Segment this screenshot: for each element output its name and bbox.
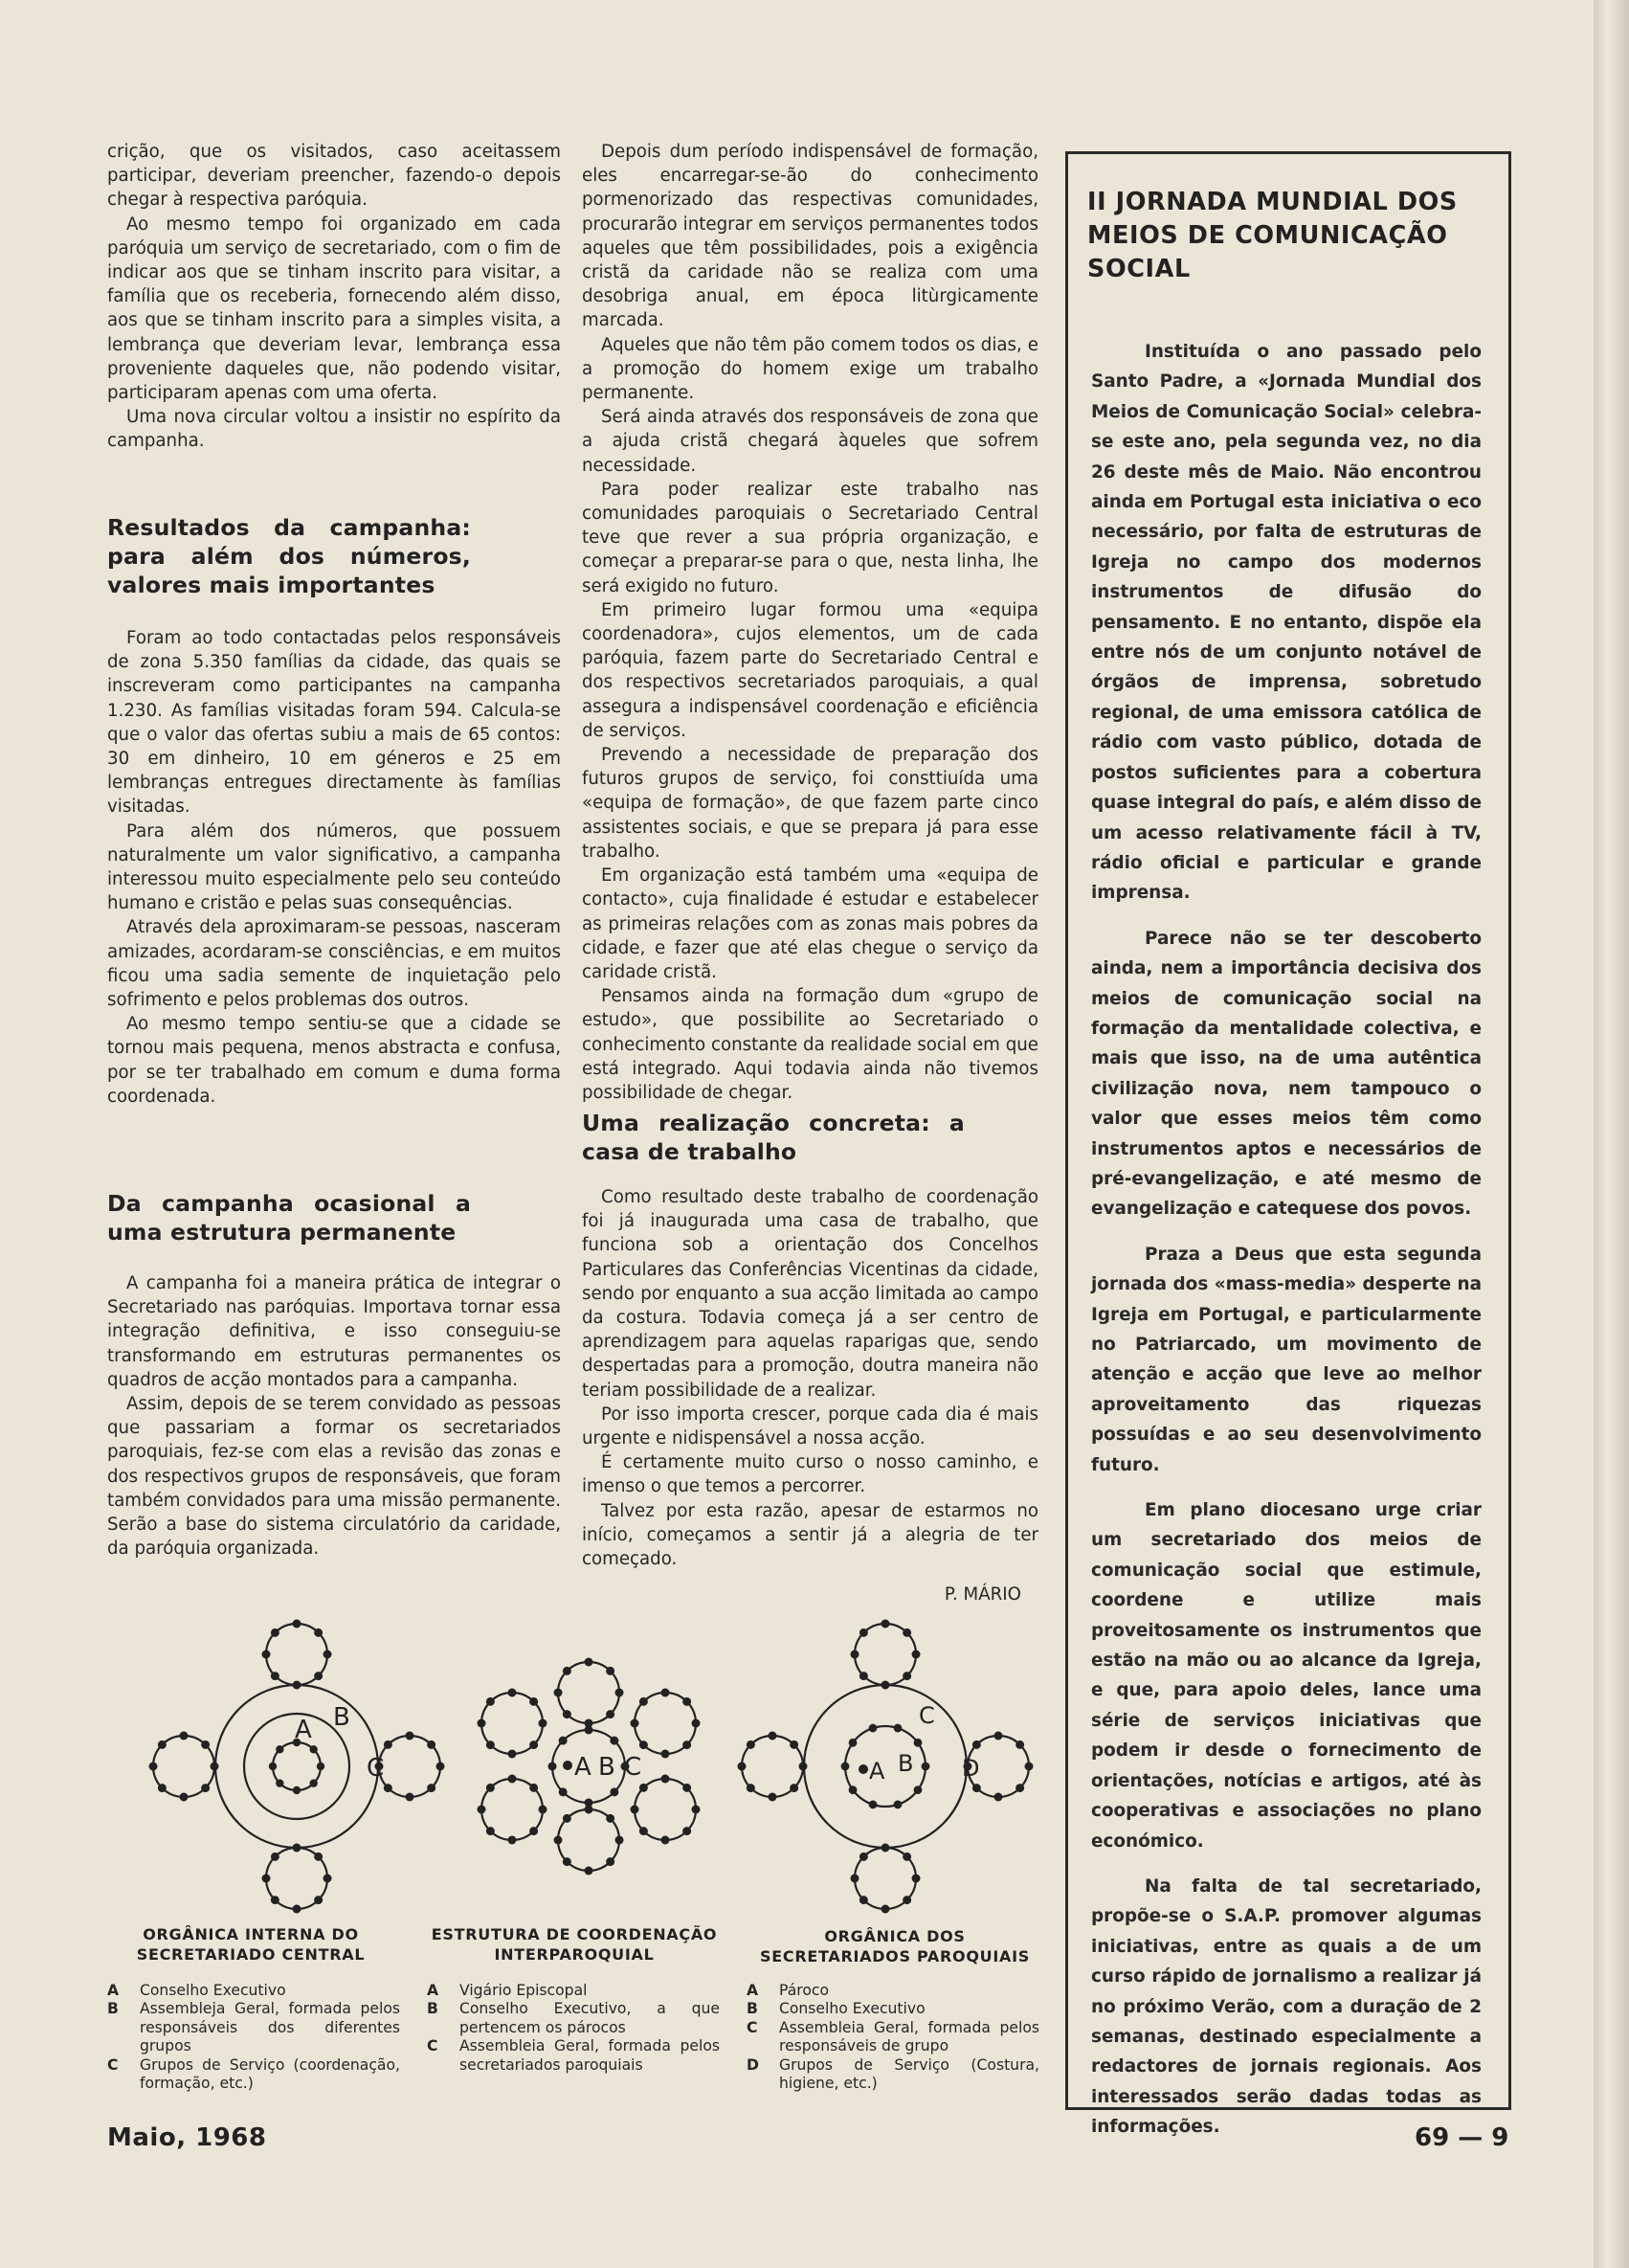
legend-key: C — [427, 2037, 438, 2055]
diagram-dot — [790, 1784, 798, 1792]
issue-date: Maio, 1968 — [107, 2123, 267, 2152]
diagram-dot — [309, 1745, 317, 1753]
diagram-dot — [859, 1896, 868, 1904]
diagram-interparochial — [469, 1656, 708, 1896]
paragraph: Em primeiro lugar formou uma «equipa coordenadora», cujos elementos, um de cada paróquia, fazem parte do Secretariado Central e dos respectivos secretariados paroquiais, a qual assegura a indispensável coordenação e eficiência de serviços. — [582, 599, 1038, 741]
diagram-dot — [639, 1740, 648, 1749]
diagram-dot — [508, 1750, 517, 1759]
legend-text: Assembleia Geral, formada pelos responsáveis de grupo — [779, 2018, 1039, 2055]
diagram-dot — [539, 1719, 547, 1728]
diagram-dot — [585, 1806, 593, 1814]
diagram-dot — [309, 1779, 317, 1786]
paragraph: É certamente muito curso o nosso caminho, e imenso o que temos a percorrer. — [582, 1452, 1038, 1497]
diagram-dot — [894, 1801, 903, 1809]
legend-key: A — [107, 1982, 120, 1999]
diagram-dot — [436, 1763, 445, 1771]
diagram-dot — [1015, 1784, 1024, 1792]
diagram-dot — [912, 1650, 921, 1659]
diagram-dot — [1015, 1740, 1024, 1749]
legend-row — [747, 2000, 1039, 2018]
diagram-dot — [486, 1697, 495, 1706]
legend-row — [747, 1982, 1039, 2000]
diagram-dot — [486, 1827, 495, 1835]
diagram-dot — [529, 1784, 538, 1792]
diagram-dot — [869, 1724, 878, 1733]
diagram-dot — [271, 1896, 279, 1904]
diagram-dot — [841, 1763, 850, 1771]
diagram-dot — [293, 1786, 301, 1794]
diagram-dot — [317, 1763, 324, 1770]
paragraph: Pensamos ainda na formação dum «grupo de estudo», que possibilite ao Secretariado o conhecimento constante da realidade social em que está integrado. Aqui todavia ainda não tivemos possibilidade de chegar. — [582, 986, 1038, 1103]
diagram-dot — [894, 1724, 903, 1733]
diagram-dot — [914, 1785, 923, 1794]
diagram-dot — [314, 1896, 323, 1904]
legend-text: Grupos de Serviço (Costura, higiene, etc.) — [779, 2055, 1039, 2093]
diagram-dot — [790, 1740, 798, 1749]
diagram-dot — [262, 1650, 271, 1659]
legend-row — [107, 2056, 400, 2094]
section-heading-workhouse — [582, 1109, 965, 1166]
legend-text: Conselho Executivo, a que pertencem os párocos — [459, 2000, 720, 2036]
diagram-dot — [682, 1697, 691, 1706]
diagram-dot — [799, 1763, 808, 1771]
page-number: 69 — 9 — [1415, 2123, 1509, 2152]
diagram-dot — [769, 1732, 777, 1740]
legend-key: C — [747, 2018, 758, 2036]
diagram-dot — [903, 1672, 911, 1680]
diagram-dot — [682, 1740, 691, 1749]
diagram-dot — [661, 1750, 670, 1759]
diagram-label: D — [962, 1755, 980, 1782]
legend-text: Conselho Executivo — [140, 1982, 286, 1999]
section-heading: Resultados da campanha: para além dos números, valores mais importantes — [107, 514, 471, 598]
sidebar-paragraph: Parece não se ter descoberto ainda, nem a importância decisiva dos meios de comunicação social na formação da mentalidade colectiva, e mais que isso, na de uma autêntica civilização nova, nem tampouco o valor que esses meios têm como instrumentos aptos e necessários de pré-evangelização, e até mesmo de evangelização e catequese dos povos. — [1091, 928, 1482, 1220]
diagram-dot — [563, 1667, 571, 1675]
diagram-dot — [262, 1875, 271, 1883]
legend-row — [427, 2000, 720, 2037]
diagram-dot — [903, 1853, 911, 1861]
legend-key: A — [747, 1982, 759, 1999]
paragraph: Através dela aproximaram-se pessoas, nasceram amizades, acordaram-se consciências, e em muitos ficou uma sadia semente de inquietação pelo sofrimento e pelos problemas dos outros. — [107, 917, 561, 1011]
legend-row — [107, 2000, 400, 2055]
legend-key: B — [107, 2000, 119, 2018]
diagram-internal-central — [134, 1618, 459, 1934]
column-2-workhouse — [582, 1185, 1038, 1606]
diagram-dot — [559, 1737, 568, 1745]
diagram-label: B — [598, 1753, 615, 1782]
diagram-dot — [881, 1620, 890, 1628]
diagram-dot — [585, 1658, 593, 1667]
legend-row — [427, 1982, 720, 2000]
legend-text: Assembleia Geral, formada pelos secretariados paroquiais — [459, 2037, 720, 2074]
page-edge — [1594, 0, 1629, 2268]
legend-row — [747, 2056, 1039, 2094]
diagram-dot — [384, 1784, 392, 1792]
diagram-dot — [849, 1785, 858, 1794]
diagram-caption: ORGÂNICA DOS SECRETARIADOS PAROQUIAIS — [760, 1927, 1030, 1965]
diagram-dot — [661, 1836, 670, 1845]
diagram-dot — [631, 1719, 639, 1728]
diagram-dot — [851, 1650, 859, 1659]
paragraph: crição, que os visitados, caso aceitassem participar, deveriam preencher, fazendo-o depois chegar à respectiva paróquia. — [107, 142, 561, 211]
diagram-dot — [486, 1784, 495, 1792]
paragraph: Ao mesmo tempo foi organizado em cada paróquia um serviço de secretariado, com o fim de indicar aos que se tinham inscrito para visitar, a família que os receberia, fornecendo além disso, aos que se tinham inscrito para a simples visita, a lembrança que deveriam levar, lembrança essa proveniente daqueles que, não podendo visitar, participaram apenas com uma oferta. — [107, 213, 561, 404]
paragraph: Uma nova circular voltou a insistir no espírito da campanha. — [107, 407, 561, 452]
author-signature: P. MÁRIO — [944, 1584, 1021, 1606]
diagram-dot — [201, 1740, 210, 1749]
diagram-dot — [276, 1745, 283, 1753]
diagram-dot — [859, 1672, 868, 1680]
diagram-dot — [692, 1806, 701, 1814]
diagram-dot — [606, 1710, 614, 1718]
paragraph: A campanha foi a maneira prática de integrar o Secretariado nas paróquias. Importava tornar essa integração definitiva, e isso conseguiu-se transformando em estruturas permanentes os quadros de acção montados para a campanha. — [107, 1273, 561, 1390]
paragraph: Como resultado deste trabalho de coordenação foi já inaugurada uma casa de trabalho, que funciona sob a orientação dos Concelhos Particulares das Conferências Vicentinas da cidade, sendo por enquanto a sua acção limitada ao campo da costura. Todavia começa já a ser centro de aprendizagem para aquelas raparigas que, sendo despertadas para a promoção, doutra maneira não teriam possibilidade de a realizar. — [582, 1187, 1038, 1401]
diagram-dot — [682, 1827, 691, 1835]
paragraph: Talvez por esta razão, apesar de estarmos no início, começamos a sentir já a alegria de ter começado. — [582, 1500, 1038, 1570]
diagram-label: B — [333, 1703, 350, 1732]
legend-text: Vigário Episcopal — [459, 1982, 588, 1999]
legend-row — [427, 2037, 720, 2075]
diagram-dot — [406, 1793, 414, 1802]
diagram-dot — [478, 1806, 486, 1814]
diagram-parochial — [727, 1618, 1053, 1934]
diagram-dot — [615, 1689, 624, 1697]
diagram-dot — [406, 1732, 414, 1740]
diagram-label: A — [869, 1758, 885, 1785]
diagram-dot — [1025, 1763, 1034, 1771]
diagram-dot — [747, 1740, 755, 1749]
diagram-dot — [478, 1719, 486, 1728]
paragraph: Assim, depois de se terem convidado as pessoas que passariam a formar os secretariados paroquiais, fez-se com elas a revisão das zonas e dos respectivos grupos de responsáveis, que foram também convidados para uma missão permanente. Serão a base do sistema circulatório da caridade, da paróquia organizada. — [107, 1394, 561, 1560]
diagram-caption: ESTRUTURA DE COORDENAÇÃO INTERPAROQUIAL — [431, 1925, 718, 1964]
paragraph: Para poder realizar este trabalho nas comunidades paroquiais o Secretariado Central teve que rever a sua própria organização, e começar a preparar-se para o que, nesta linha, lhe será exigido no futuro. — [582, 479, 1038, 596]
diagram-dot — [293, 1844, 301, 1853]
diagram-label: A — [295, 1716, 312, 1744]
diagram-dot — [639, 1697, 648, 1706]
diagram-dot — [585, 1867, 593, 1875]
legend-text: Conselho Executivo — [779, 2000, 926, 2018]
diagram-dot — [747, 1784, 755, 1792]
diagram-dot — [554, 1836, 563, 1845]
diagram-dot — [271, 1628, 279, 1637]
legend-key: B — [427, 2000, 438, 2018]
column-1-results — [107, 626, 561, 1109]
diagram-dot — [859, 1628, 868, 1637]
diagram-dot — [211, 1763, 219, 1771]
diagram-label: B — [898, 1750, 914, 1777]
diagram-dot — [972, 1740, 981, 1749]
diagram-dot — [314, 1672, 323, 1680]
section-heading: Da campanha ocasional a uma estrutura permanente — [107, 1190, 471, 1246]
diagram-dot — [293, 1905, 301, 1914]
diagram-dot — [276, 1779, 283, 1786]
diagram-dot — [201, 1784, 210, 1792]
diagram-dot — [615, 1836, 624, 1845]
paragraph: Ao mesmo tempo sentiu-se que a cidade se tornou mais pequena, menos abstracta e confusa, por se ter trabalhado em comum e duma forma coordenada. — [107, 1014, 561, 1107]
diagram-dot — [271, 1672, 279, 1680]
legend-text: Assembleja Geral, formada pelos responsáveis dos diferentes grupos — [140, 2000, 400, 2055]
diagram-dot — [738, 1763, 747, 1771]
diagram-dot — [559, 1787, 568, 1796]
sidebar-body — [1091, 337, 1482, 2158]
section-heading-permanent — [107, 1189, 471, 1246]
diagram-legend — [427, 1982, 720, 2075]
diagram-legend — [747, 1982, 1039, 2093]
diagram-dot — [610, 1737, 618, 1745]
legend-row — [107, 1982, 400, 2000]
diagram-dot — [180, 1793, 189, 1802]
diagram-dot — [269, 1763, 277, 1770]
column-2-top — [582, 140, 1038, 1105]
diagram-dot — [384, 1740, 392, 1749]
legend-row — [747, 2019, 1039, 2056]
paragraph: Depois dum período indispensável de formação, eles encarregar-se-ão do conhecimento pormenorizado das respectivas comunidades, procurarão integrar em serviços permanentes todos aqueles que têm possibilidades, pois a exigência cristã da caridade não se realiza com uma desobriga anual, em época litùrgicamente marcada. — [582, 142, 1038, 331]
diagram-dot — [180, 1732, 189, 1740]
diagram-dot — [158, 1740, 167, 1749]
section-heading: Uma realização concreta: a casa de trabalho — [582, 1110, 965, 1165]
diagram-dot — [769, 1793, 777, 1802]
diagram-dot — [529, 1740, 538, 1749]
legend-text: Grupos de Serviço (coordenação, formação, etc.) — [140, 2055, 400, 2093]
diagram-dot — [314, 1628, 323, 1637]
legend-key: B — [747, 2000, 758, 2018]
diagram-label: C — [367, 1754, 385, 1783]
diagram-dot — [158, 1784, 167, 1792]
diagram-caption: ORGÂNICA INTERNA DO SECRETARIADO CENTRAL — [136, 1925, 366, 1964]
diagram-label: C — [624, 1753, 642, 1782]
diagram-dot — [563, 1710, 571, 1718]
diagram-legend — [107, 1982, 400, 2093]
diagram-dot — [554, 1689, 563, 1697]
diagram-dot — [631, 1806, 639, 1814]
legend-key: A — [427, 1982, 439, 1999]
diagram-dot — [585, 1719, 593, 1728]
legend-text: Pároco — [779, 1982, 829, 1999]
diagram-dot — [149, 1763, 158, 1771]
paragraph: Em organização está também uma «equipa de contacto», cuja finalidade é estudar e estabelecer as primeiras relações com as zonas mais pobres da cidade, e fazer que até elas chegue o serviço da caridade cristã. — [582, 865, 1038, 982]
diagram-dot — [661, 1775, 670, 1784]
diagram-label: C — [919, 1702, 935, 1729]
diagram-dot — [912, 1875, 921, 1883]
paragraph: Aqueles que não têm pão comem todos os dias, e a promoção do homem exige um trabalho permanente. — [582, 334, 1038, 404]
legend-key: D — [747, 2055, 759, 2074]
diagram-dot — [427, 1740, 435, 1749]
paragraph: Foram ao todo contactadas pelos responsáveis de zona 5.350 famílias da cidade, das quais se inscreveram como participantes na campanha 1.230. As famílias visitadas foram 594. Calcula-se que o valor das ofertas subiu a mais de 65 contos: 30 em dinheiro, 10 em géneros e 25 em lembranças entregues directamente às famílias visitadas. — [107, 628, 561, 818]
paragraph: Por isso importa crescer, porque cada dia é mais urgente e nidispensável a nossa acção. — [582, 1403, 1038, 1449]
diagram-dot — [639, 1827, 648, 1835]
sidebar-paragraph: Praza a Deus que esta segunda jornada dos «mass-media» desperte na Igreja em Portugal, e particularmente no Patriarcado, um movimento de atenção e acção que leve ao melhor aproveitamento das riquezas possuídas e ao seu desenvolvimento futuro. — [1091, 1244, 1482, 1475]
diagram-dot — [994, 1793, 1003, 1802]
diagram-label: A — [574, 1753, 591, 1782]
paragraph: Para além dos números, que possuem naturalmente um valor significativo, a campanha interessou muito especialmente pelo seu conteúdo humano e cristão e pelas suas consequências. — [107, 820, 561, 914]
paragraph: Será ainda através dos responsáveis de zona que a ajuda cristã chegará àqueles que sofrem necessidade. — [582, 407, 1038, 476]
diagram-dot — [682, 1784, 691, 1792]
diagram-dot — [324, 1875, 332, 1883]
diagram-dot — [922, 1763, 930, 1771]
diagram-dot — [563, 1857, 571, 1866]
diagram-dot — [859, 1853, 868, 1861]
diagram-dot — [606, 1667, 614, 1675]
sidebar-paragraph: Instituída o ano passado pelo Santo Padre, a «Jornada Mundial dos Meios de Comunicação Social» celebra-se este ano, pela segunda vez, no dia 26 deste mês de Maio. Não encontrou ainda em Portugal esta iniciativa o eco necessário, por falta de estruturas de Igreja no campo dos modernos instrumentos de difusão do pensamento. E no entanto, dispõe ela entre nós de um conjunto notável de órgãos de imprensa, sobretudo regional, de uma emissora católica de rádio com vasto público, dotada de postos suficientes para a cobertura quase integral do país, e além disso de um acesso relativamente fácil à TV, rádio oficial e particular e grande imprensa. — [1091, 342, 1482, 904]
diagram-dot — [610, 1787, 618, 1796]
diagram-dot — [849, 1739, 858, 1747]
diagram-dot — [427, 1784, 435, 1792]
section-heading-results — [107, 513, 471, 599]
diagram-dot — [486, 1740, 495, 1749]
diagram-dot — [606, 1857, 614, 1866]
diagram-dot — [692, 1719, 701, 1728]
diagram-dot — [903, 1896, 911, 1904]
diagram-dot — [606, 1814, 614, 1823]
paragraph: Prevendo a necessidade de preparação dos futuros grupos de serviço, foi consttiuída uma «equipa de formação», de que fazem parte cinco assistentes sociais, e que se prepara já para esse trabalho. — [582, 745, 1038, 862]
diagram-dot — [639, 1784, 648, 1792]
diagram-dot — [881, 1681, 890, 1690]
diagram-dot — [972, 1784, 981, 1792]
diagram-dot — [563, 1814, 571, 1823]
diagram-dot — [324, 1650, 332, 1659]
diagram-dot — [661, 1689, 670, 1697]
diagram-dot — [881, 1905, 890, 1914]
diagram-dot — [271, 1853, 279, 1861]
diagram-dot — [508, 1689, 517, 1697]
diagram-dot — [539, 1806, 547, 1814]
legend-key: C — [107, 2055, 119, 2074]
diagram-dot — [508, 1775, 517, 1784]
diagram-dot — [881, 1844, 890, 1853]
diagram-dot — [548, 1763, 557, 1771]
diagram-dot — [529, 1697, 538, 1706]
diagram-dot — [869, 1801, 878, 1809]
diagram-dot — [293, 1681, 301, 1690]
diagram-dot — [914, 1739, 923, 1747]
sidebar-title: II JORNADA MUNDIAL DOS MEIOS DE COMUNICAÇÃO SOCIAL — [1087, 188, 1458, 283]
diagram-dot — [851, 1875, 859, 1883]
diagram-dot — [293, 1620, 301, 1628]
sidebar-paragraph: Em plano diocesano urge criar um secretariado dos meios de comunicação social que estimule, coordene e utilize mais proveitosamente os instrumentos que estão na mão ou ao alcance da Igreja, e que, para apoio deles, lance uma série de serviços iniciativas que podem ir desde o fornecimento de orientações, notícias e artigos, até às cooperativas e associações no plano económico. — [1091, 1500, 1482, 1852]
diagram-dot — [314, 1853, 323, 1861]
diagram-dot — [508, 1836, 517, 1845]
diagram-dot — [994, 1732, 1003, 1740]
diagram-dot — [529, 1827, 538, 1835]
diagram-dot — [903, 1628, 911, 1637]
column-1-top — [107, 140, 561, 454]
sidebar-paragraph: Na falta de tal secretariado, propõe-se o S.A.P. promover algumas iniciativas, entre as quais a de um curso rápido de jornalismo a realizar já no próximo Verão, com a duração de 2 semanas, destinado especialmente a redactores de jornais regionais. Aos interessados serão dadas todas as informações. — [1091, 1875, 1482, 2138]
column-1-permanent — [107, 1271, 561, 1561]
